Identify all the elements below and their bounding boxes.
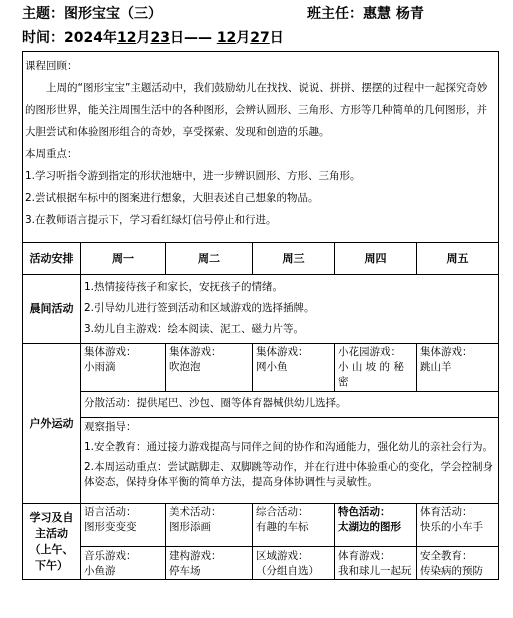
focus-item: 3.在教师语言提示下，学习看红绿灯信号停止和行进。: [25, 214, 277, 226]
time-label: 时间：: [22, 30, 64, 46]
time-line: [22, 27, 284, 47]
game-type: 集体游戏：: [169, 346, 222, 358]
month-char-2: 月: [236, 30, 251, 46]
activity-name: 图形变变变: [84, 521, 137, 533]
game-name: 吹泡泡: [169, 361, 201, 373]
learning-label-line: 主活动: [35, 526, 68, 540]
end-day-char: 日: [269, 30, 284, 46]
outdoor-game-tuesday: [169, 345, 251, 391]
activity-name: 图形添画: [169, 521, 211, 533]
game-name: 跳山羊: [420, 361, 452, 373]
learning-r2-wednesday: [256, 549, 333, 578]
focus-item: 2.尝试根据车标中的图案进行想象，大胆表述自己想象的物品。: [25, 192, 319, 204]
start-month: 12: [116, 30, 137, 46]
outdoor-game-monday: [84, 345, 164, 391]
col-header-schedule: 活动安排: [29, 252, 74, 265]
learning-r2-tuesday: [169, 549, 251, 578]
col-header-friday: 周五: [446, 252, 469, 265]
teacher-line: [307, 3, 424, 23]
activity-type: 特色活动：: [338, 506, 391, 518]
grid-line: [80, 546, 499, 547]
learning-label-line: （上午、: [29, 542, 74, 556]
end-month: 12: [216, 30, 237, 46]
course-review: [25, 55, 495, 240]
morning-item: 2.引导幼儿进行签到活动和区域游戏的选择插牌。: [84, 302, 315, 314]
col-header-wednesday: 周三: [282, 252, 305, 265]
grid-line: [252, 343, 253, 392]
row-label-morning: 晨间活动: [29, 302, 74, 315]
game-name: 小雨滴: [84, 361, 116, 373]
year: 2024年: [64, 30, 117, 46]
learning-r2-thursday: [338, 549, 415, 578]
col-header-tuesday: 周二: [198, 252, 220, 265]
activity-type: 体育活动：: [420, 506, 473, 518]
grid-line: [22, 51, 499, 52]
activity-type: 区域游戏：: [256, 550, 309, 562]
game-name: 网小鱼: [256, 361, 288, 373]
obs-item: 2.本周运动重点：尝试踮脚走、双脚跳等动作，并在行进中体验重心的变化，学会控制身体姿态，保持身体平衡的简单方法，提高身体协调性与灵敏性。: [84, 461, 494, 488]
activity-name: 传染病的预防: [420, 565, 483, 577]
teacher-label: 班主任：: [307, 6, 363, 22]
outdoor-game-thursday: [338, 345, 415, 391]
review-title: 课程回顾：: [25, 60, 78, 72]
col-header-monday: 周一: [112, 252, 134, 265]
learning-r1-tuesday: [169, 505, 251, 545]
activity-name: 小鱼游: [84, 565, 116, 577]
activity-name: 太湖边的图形: [338, 521, 401, 533]
activity-type: 安全教育：: [420, 550, 473, 562]
grid-line: [80, 242, 81, 580]
activity-name: （分组自选）: [256, 565, 319, 577]
grid-line: [165, 503, 166, 580]
game-type: 集体游戏：: [84, 346, 137, 358]
obs-title: 观察指导：: [84, 421, 137, 433]
grid-line: [165, 343, 166, 392]
outdoor-observation: [84, 420, 496, 503]
grid-line: [80, 417, 499, 418]
col-header-thursday: 周四: [364, 252, 387, 265]
activity-name: 我和球儿一起玩: [338, 565, 412, 577]
activity-type: 建构游戏：: [169, 550, 222, 562]
learning-r2-friday: [420, 549, 497, 578]
focus-title: 本周重点：: [25, 148, 78, 160]
focus-item: 1.学习听指令游到指定的形状池塘中，进一步辨识圆形、方形、三角形。: [25, 170, 361, 182]
morning-item: 1.热情接待孩子和家长，安抚孩子的情绪。: [84, 281, 284, 293]
activity-name: 快乐的小车手: [420, 521, 483, 533]
day-char-1: 日: [169, 30, 184, 46]
learning-label-line: 下午）: [35, 558, 68, 572]
grid-line: [498, 51, 499, 580]
learning-r1-thursday: [338, 505, 415, 545]
theme-label: 主题：: [22, 6, 64, 22]
grid-line: [22, 503, 499, 504]
activity-name: 停车场: [169, 565, 201, 577]
learning-r2-monday: [84, 549, 164, 578]
grid-line: [22, 274, 499, 275]
activity-type: 综合活动：: [256, 506, 309, 518]
activity-name: 有趣的车标: [256, 521, 309, 533]
learning-r1-monday: [84, 505, 164, 545]
review-paragraph: 上周的“图形宝宝”主题活动中，我们鼓励幼儿在找找、说说、拼拼、摆摆的过程中一起探究奇妙的图形世界，能关注周围生活中的各种图形，会辨认圆形、三角形、方形等几种简单的几何图形，并大胆尝试和体验图形组合的奇妙，享受探索、发现和创造的乐趣。: [25, 82, 488, 138]
row-label-learning: [23, 504, 80, 579]
outdoor-game-friday: [420, 345, 497, 391]
morning-item: 3.幼儿自主游戏：绘本阅读、泥工、磁力片等。: [84, 323, 305, 335]
grid-line: [334, 503, 335, 580]
activity-type: 音乐游戏：: [84, 550, 137, 562]
learning-label-line: 学习及自: [29, 510, 74, 524]
learning-r1-wednesday: [256, 505, 333, 545]
grid-line: [252, 503, 253, 580]
grid-line: [22, 343, 499, 344]
game-name: 小 山 坡 的 秘 密: [338, 361, 404, 388]
grid-line: [416, 503, 417, 580]
learning-r1-friday: [420, 505, 497, 545]
outdoor-dispersed: 分散活动：提供尾巴、沙包、圈等体育器械供幼儿选择。: [84, 397, 347, 409]
month-char-1: 月: [136, 30, 151, 46]
game-type: 集体游戏：: [256, 346, 309, 358]
grid-line: [80, 391, 499, 392]
activity-type: 语言活动：: [84, 506, 137, 518]
grid-line: [334, 343, 335, 392]
morning-content: [84, 277, 496, 341]
game-type: 小花园游戏：: [338, 346, 401, 358]
grid-line: [416, 343, 417, 392]
end-day: 27: [250, 30, 270, 46]
activity-type: 美术活动：: [169, 506, 222, 518]
activity-type: 体育游戏：: [338, 550, 391, 562]
dash: ——: [183, 30, 217, 46]
obs-item: 1.安全教育：通过接力游戏提高与同伴之间的协作和沟通能力，强化幼儿的亲社会行为。: [84, 441, 494, 453]
game-type: 集体游戏：: [420, 346, 473, 358]
theme-line: [22, 3, 162, 23]
row-label-outdoor: 户外运动: [29, 416, 74, 430]
teacher-value: 惠慧 杨青: [363, 6, 424, 22]
start-day: 23: [150, 30, 170, 46]
outdoor-game-wednesday: [256, 345, 333, 391]
grid-line: [22, 579, 499, 580]
theme-value: 图形宝宝（三）: [64, 6, 162, 22]
